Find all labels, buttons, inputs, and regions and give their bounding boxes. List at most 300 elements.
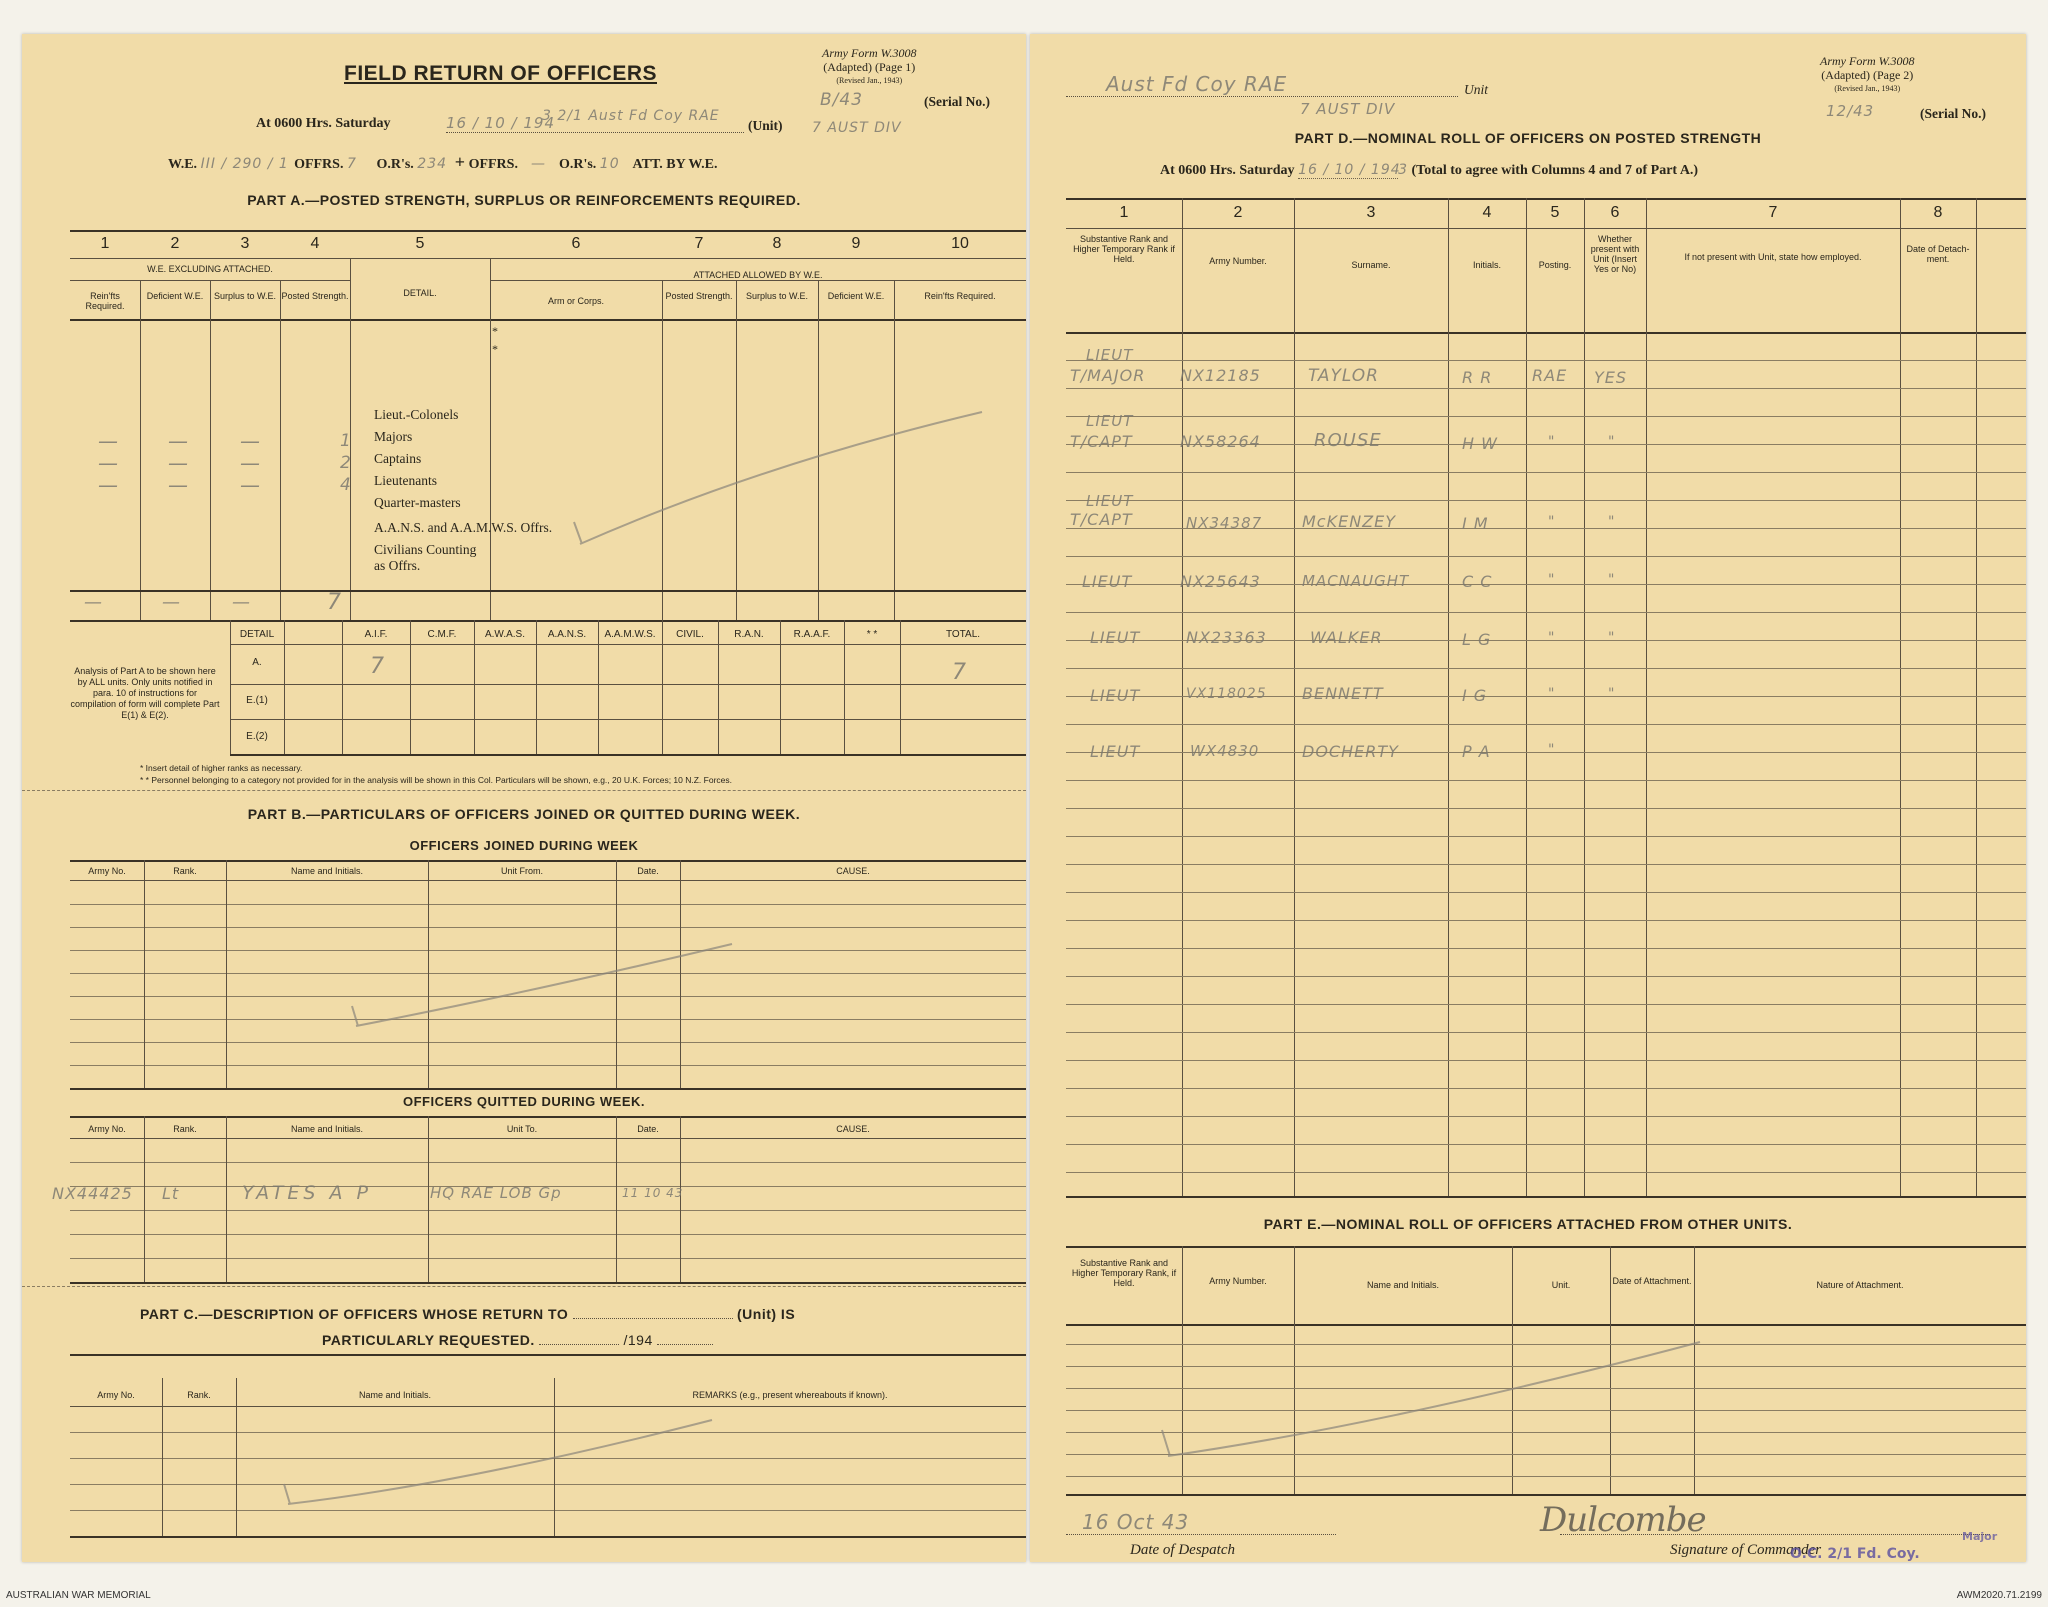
p2-form-ref-line2: (Adapted) (Page 2) xyxy=(1821,68,1914,82)
analysis-vl-2 xyxy=(342,620,343,754)
hdr-att-posted: Posted Strength. xyxy=(665,291,733,301)
an-hdr-ran: R.A.N. xyxy=(734,629,764,640)
part-a-rule-2 xyxy=(70,258,1026,259)
col-num-8: 8 xyxy=(772,235,782,252)
ors-label: O.R's. xyxy=(376,157,414,172)
p2-form-ref-line1: Army Form W.3008 xyxy=(1820,54,1915,68)
d-row4-present: " xyxy=(1608,572,1616,588)
joined-title: OFFICERS JOINED DURING WEEK xyxy=(409,838,639,853)
d-row6-no: VX118025 xyxy=(1186,686,1267,702)
despatch-fill xyxy=(1066,1534,1336,1535)
part-c-hdr-remarks: REMARKS (e.g., present whereabouts if known). xyxy=(692,1390,888,1400)
part-e-cross-stroke xyxy=(1090,1334,1710,1464)
d-hdr-army-no: Army Number. xyxy=(1209,256,1267,266)
part-e-title: PART E.—NOMINAL ROLL OF OFFICERS ATTACHED FROM OTHER UNITS. xyxy=(1263,1216,1793,1232)
footer-accession: AWM2020.71.2199 xyxy=(1956,1590,2042,1601)
part-b-title: PART B.—PARTICULARS OF OFFICERS JOINED OR QUITTED DURING WEEK. xyxy=(247,806,801,822)
hw-cross-stroke xyxy=(562,404,1002,554)
d-col-num-6: 6 xyxy=(1610,204,1620,221)
d-row-rule xyxy=(1066,808,2026,809)
analysis-vl-11 xyxy=(900,620,901,754)
d-row-rule xyxy=(1066,780,2026,781)
hdr-att-reinf: Rein'fts Required. xyxy=(924,291,996,301)
d-row1-rank-top: LIEUT xyxy=(1086,346,1134,364)
hw-dash: — xyxy=(240,451,261,475)
part-a-rule-4 xyxy=(70,319,1026,321)
part-d-title: PART D.—NOMINAL ROLL OF OFFICERS ON POSTED STRENGTH xyxy=(1294,130,1762,146)
footer-institution: AUSTRALIAN WAR MEMORIAL xyxy=(6,1590,151,1601)
analysis-vl-9 xyxy=(780,620,781,754)
part-c-hdr-name: Name and Initials. xyxy=(358,1390,432,1400)
joined-vl xyxy=(144,860,145,1088)
quitted-hw-rank: Lt xyxy=(162,1184,180,1203)
part-a-footnotes xyxy=(140,762,732,786)
d-hdr-rank: Substantive Rank and Higher Temporary Rank if Held. xyxy=(1073,234,1175,264)
d-row6-present: " xyxy=(1608,686,1616,702)
rank-lieut-colonels: Lieut.-Colonels xyxy=(374,407,459,422)
an-hdr-detail: DETAIL xyxy=(239,629,275,640)
d-row-rule xyxy=(1066,668,2026,669)
an-row-e2: E.(2) xyxy=(246,731,268,742)
part-c-bottom-rule xyxy=(70,1536,1026,1538)
hw-col2 xyxy=(168,430,189,496)
d-row-rule xyxy=(1066,892,2026,893)
part-d-date-hw: 16 / 10 / 194 xyxy=(1298,162,1401,178)
quitted-hdr-rule xyxy=(70,1138,1026,1139)
quitted-row-rule xyxy=(70,1258,1026,1259)
d-row3-rank: T/CAPT xyxy=(1070,510,1133,529)
analysis-vl-1 xyxy=(284,620,285,754)
offrs-hw: 7 xyxy=(346,156,357,172)
d-row3-init: I M xyxy=(1462,514,1489,533)
we-line xyxy=(168,152,717,173)
analysis-vl-7 xyxy=(662,620,663,754)
d-row2-posting: " xyxy=(1548,434,1556,450)
part-c-vl xyxy=(162,1378,163,1536)
col-num-9: 9 xyxy=(851,235,861,252)
plus-sign: + xyxy=(454,152,466,172)
part-a-bottom-rule xyxy=(70,620,1026,622)
offrs2-hw: — xyxy=(530,156,546,172)
d-row-rule xyxy=(1066,1004,2026,1005)
part-d-num-rule xyxy=(1066,228,2026,229)
part-e-hdr-rule xyxy=(1066,1324,2026,1326)
hdr-reinf: Rein'fts Required. xyxy=(85,291,125,311)
hw-posted-majors: 1 xyxy=(340,431,352,451)
hdr-att-deficient: Deficient W.E. xyxy=(827,291,885,301)
part-e-top-rule xyxy=(1066,1246,2026,1248)
hw-dash: — xyxy=(98,473,119,497)
d-row2-rank-top: LIEUT xyxy=(1086,412,1134,430)
d-row7-surname: DOCHERTY xyxy=(1302,742,1399,761)
e-hdr-date: Date of Attachment. xyxy=(1612,1276,1692,1286)
form-ref-line1: Army Form W.3008 xyxy=(822,46,917,60)
d-row-rule xyxy=(1066,1172,2026,1173)
d-row-rule xyxy=(1066,1116,2026,1117)
col-num-1: 1 xyxy=(100,235,110,252)
d-row3-posting: " xyxy=(1548,514,1556,530)
d-row-rule xyxy=(1066,472,2026,473)
quitted-hdr-name: Name and Initials. xyxy=(290,1124,364,1134)
d-row3-present: " xyxy=(1608,514,1616,530)
signature-fill xyxy=(1560,1534,1990,1535)
header-unit-hw: 3 2/1 Aust Fd Coy RAE xyxy=(542,108,720,124)
serial-label: (Serial No.) xyxy=(924,94,990,109)
serial-number-hw: B/43 xyxy=(820,90,864,110)
joined-hdr-date: Date. xyxy=(637,866,659,876)
col-num-5: 5 xyxy=(415,235,425,252)
d-hdr-initials: Initials. xyxy=(1472,260,1501,270)
joined-row-rule xyxy=(70,904,1026,905)
group-att-header: ATTACHED ALLOWED BY W.E. xyxy=(693,270,823,280)
ors-hw: 234 xyxy=(417,156,448,172)
d-col-num-4: 4 xyxy=(1482,204,1492,221)
form-page-1 xyxy=(22,34,1026,1562)
hdr-att-surplus: Surplus to W.E. xyxy=(745,291,809,301)
d-row7-posting: " xyxy=(1548,742,1556,758)
an-hw-total: 7 xyxy=(952,660,967,685)
d-row1-init: R R xyxy=(1462,368,1493,387)
d-row-rule xyxy=(1066,836,2026,837)
quitted-vl xyxy=(144,1116,145,1282)
e-row-rule xyxy=(1066,1476,2026,1477)
hw-total-3: — xyxy=(232,592,251,613)
part-d-tail: (Total to agree with Columns 4 and 7 of Part A.) xyxy=(1411,163,1699,178)
header-date-hw: 16 / 10 / 194 xyxy=(446,114,555,132)
ors2-hw: 10 xyxy=(599,156,620,172)
analysis-vl-6 xyxy=(598,620,599,754)
hdr-posted: Posted Strength. xyxy=(281,291,349,301)
d-row-rule xyxy=(1066,976,2026,977)
vl-a3 xyxy=(280,280,281,620)
col-num-4: 4 xyxy=(310,235,320,252)
commander-signature: Dulcombe xyxy=(1540,1500,1706,1540)
joined-hdr-unit: Unit From. xyxy=(500,866,543,876)
d-row-rule xyxy=(1066,1144,2026,1145)
d-row2-present: " xyxy=(1608,434,1616,450)
d-row6-posting: " xyxy=(1548,686,1556,702)
analysis-rule-4 xyxy=(230,754,1026,756)
d-vl xyxy=(1646,198,1647,1196)
part-c-date-tail: /194 xyxy=(623,1332,653,1348)
hw-dash: — xyxy=(168,473,189,497)
part-d-top-rule xyxy=(1066,198,2026,200)
hdr-surplus: Surplus to W.E. xyxy=(213,291,277,301)
d-row5-surname: WALKER xyxy=(1310,628,1383,647)
d-row4-surname: MACNAUGHT xyxy=(1302,572,1410,590)
rank-list xyxy=(374,404,552,574)
e-hdr-rank: Substantive Rank and Higher Temporary Rank, if Held. xyxy=(1071,1258,1177,1288)
joined-cross-stroke xyxy=(322,934,742,1044)
quitted-bottom-rule xyxy=(70,1282,1026,1284)
footnote-1: * Insert detail of higher ranks as necessary. xyxy=(140,763,303,773)
hw-dash: — xyxy=(240,473,261,497)
d-row3-rank-top: LIEUT xyxy=(1086,492,1134,510)
form-title: FIELD RETURN OF OFFICERS xyxy=(344,62,657,85)
d-hdr-employed: If not present with Unit, state how employed. xyxy=(1684,252,1862,262)
part-c-hdr-armyno: Army No. xyxy=(97,1390,135,1400)
d-hdr-surname: Surname. xyxy=(1351,260,1391,270)
col-num-6: 6 xyxy=(571,235,581,252)
offrs2-label: OFFRS. xyxy=(468,157,518,172)
analysis-vl-8 xyxy=(718,620,719,754)
rank-aans: A.A.N.S. and A.A.M.W.S. Offrs. xyxy=(374,520,553,535)
signature-label: Signature of Commander xyxy=(1670,1542,1822,1558)
analysis-note: Analysis of Part A to be shown here by ALL units. Only units notified in para. 10 of instructions for compilation of form will complete Part E(1) & E(2). xyxy=(70,666,220,720)
d-col-num-3: 3 xyxy=(1366,204,1376,221)
despatch-label: Date of Despatch xyxy=(1130,1542,1235,1558)
part-a-total-rule xyxy=(70,590,1026,592)
hw-dash: — xyxy=(98,429,119,453)
rank-majors: Majors xyxy=(374,429,413,444)
hw-posted-captains: 2 xyxy=(340,453,352,473)
d-row-rule xyxy=(1066,416,2026,417)
d-row5-rank: LIEUT xyxy=(1090,628,1141,647)
header-fill-line xyxy=(446,132,744,133)
d-row5-present: " xyxy=(1608,630,1616,646)
d-row1-posting: RAE xyxy=(1532,366,1568,385)
d-row1-present: YES xyxy=(1594,368,1628,387)
p2-unit-label: Unit xyxy=(1464,82,1489,97)
hdr-deficient: Deficient W.E. xyxy=(146,291,204,301)
an-hdr-aans: A.A.N.S. xyxy=(547,629,587,640)
d-hdr-posting: Posting. xyxy=(1538,260,1572,270)
quitted-vl xyxy=(616,1116,617,1282)
d-row-rule xyxy=(1066,388,2026,389)
part-e-bottom-rule xyxy=(1066,1494,2026,1496)
part-c-vl xyxy=(236,1378,237,1536)
part-c-title2-line xyxy=(322,1332,713,1348)
part-a-top-rule xyxy=(70,230,1026,232)
despatch-date-hw: 16 Oct 43 xyxy=(1082,1510,1190,1534)
analysis-vl-3 xyxy=(410,620,411,754)
col-num-3: 3 xyxy=(240,235,250,252)
quitted-hdr-cause: CAUSE. xyxy=(836,1124,870,1134)
analysis-vl-5 xyxy=(536,620,537,754)
d-row7-init: P A xyxy=(1462,742,1491,761)
form-reference xyxy=(822,46,917,88)
part-c-title2: PARTICULARLY REQUESTED. xyxy=(322,1332,535,1348)
rank-quartermasters: Quarter-masters xyxy=(374,495,461,510)
hw-col3 xyxy=(240,430,261,496)
vl-a1 xyxy=(140,280,141,620)
d-row-rule xyxy=(1066,1088,2026,1089)
joined-vl xyxy=(226,860,227,1088)
d-row-rule xyxy=(1066,948,2026,949)
analysis-rule-3 xyxy=(230,719,1026,720)
d-row1-no: NX12185 xyxy=(1180,366,1261,385)
analysis-vl-10 xyxy=(844,620,845,754)
d-row-rule xyxy=(1066,920,2026,921)
d-vl xyxy=(1526,198,1527,1196)
part-c-title-line xyxy=(140,1306,795,1322)
quitted-hw-date: 11 10 43 xyxy=(622,1186,684,1200)
part-a-rule-3b xyxy=(490,280,1026,281)
analysis-vl-4 xyxy=(474,620,475,754)
quitted-vl xyxy=(226,1116,227,1282)
part-d-at: At 0600 Hrs. Saturday xyxy=(1160,163,1295,178)
hw-posted xyxy=(340,430,352,496)
p2-form-ref-line3: (Revised Jan., 1943) xyxy=(1834,84,1901,93)
part-d-hdr-rule xyxy=(1066,332,2026,334)
d-row6-rank: LIEUT xyxy=(1090,686,1141,705)
hw-dash: — xyxy=(168,451,189,475)
quitted-title: OFFICERS QUITTED DURING WEEK. xyxy=(403,1094,645,1109)
d-row2-no: NX58264 xyxy=(1180,432,1261,451)
quitted-hw-armyno: NX44425 xyxy=(52,1184,133,1203)
hw-dash: — xyxy=(240,429,261,453)
group-we-header: W.E. EXCLUDING ATTACHED. xyxy=(147,264,273,274)
d-vl xyxy=(1294,198,1295,1196)
e-hdr-nature: Nature of Attachment. xyxy=(1816,1280,1904,1290)
we-label: W.E. xyxy=(168,157,198,172)
hw-total-posted: 7 xyxy=(327,590,342,615)
unit-stamp-rank: Major xyxy=(1962,1530,1998,1543)
d-row5-no: NX23363 xyxy=(1186,628,1267,647)
joined-hdr-cause: CAUSE. xyxy=(836,866,870,876)
part-c-title1: PART C.—DESCRIPTION OF OFFICERS WHOSE RETURN TO xyxy=(140,1306,569,1322)
header-unit-label: (Unit) xyxy=(748,118,783,133)
col-num-2: 2 xyxy=(170,235,180,252)
an-hw-aif: 7 xyxy=(370,654,385,679)
an-hdr-other: * * xyxy=(866,629,878,640)
an-row-e1: E.(1) xyxy=(246,695,268,706)
d-row-rule xyxy=(1066,724,2026,725)
d-col-num-2: 2 xyxy=(1233,204,1243,221)
d-row7-no: WX4830 xyxy=(1190,742,1260,760)
d-vl xyxy=(1182,198,1183,1196)
quitted-hw-name: YATES A P xyxy=(242,1182,372,1204)
part-c-cross-stroke xyxy=(262,1414,722,1514)
quitted-row-rule xyxy=(70,1162,1026,1163)
d-row5-init: L G xyxy=(1462,630,1492,649)
d-row-rule xyxy=(1066,1032,2026,1033)
an-hdr-raaf: R.A.A.F. xyxy=(793,629,831,640)
an-hdr-aamws: A.A.M.W.S. xyxy=(604,629,656,640)
an-hdr-aif: A.I.F. xyxy=(364,629,388,640)
analysis-rule-1 xyxy=(230,644,1026,645)
p2-serial-label: (Serial No.) xyxy=(1920,106,1986,121)
d-row-rule xyxy=(1066,500,2026,501)
d-row2-surname: ROUSE xyxy=(1314,430,1382,451)
hw-dash: — xyxy=(168,429,189,453)
form-ref-line3: (Revised Jan., 1943) xyxy=(836,76,903,85)
d-row2-rank: T/CAPT xyxy=(1070,432,1133,451)
d-vl xyxy=(1448,198,1449,1196)
hw-dash: — xyxy=(98,451,119,475)
part-c-unit-is: (Unit) IS xyxy=(737,1306,796,1322)
hw-total-2: — xyxy=(162,592,181,613)
d-row2-init: H W xyxy=(1462,434,1498,453)
d-col-num-1: 1 xyxy=(1119,204,1129,221)
rank-lieutenants: Lieutenants xyxy=(374,473,437,488)
header-unit-extra-hw: 7 AUST DIV xyxy=(812,120,902,136)
hw-posted-lieutenants: 4 xyxy=(340,475,352,495)
an-hdr-total: TOTAL. xyxy=(945,629,981,640)
joined-row-rule xyxy=(70,1065,1026,1066)
part-d-subtitle xyxy=(1160,162,1698,179)
part-c-hdr-rule xyxy=(70,1406,1026,1407)
col-num-10: 10 xyxy=(951,235,969,252)
d-vl xyxy=(1584,198,1585,1196)
an-hdr-civil: CIVIL. xyxy=(676,629,704,640)
d-vl xyxy=(1976,198,1977,1196)
e-hdr-name: Name and Initials. xyxy=(1366,1280,1440,1290)
quitted-hw-unit: HQ RAE LOB Gp xyxy=(430,1184,562,1202)
att-label: ATT. BY W.E. xyxy=(632,157,718,172)
d-col-num-5: 5 xyxy=(1550,204,1560,221)
d-hdr-detach: Date of Detach-ment. xyxy=(1906,244,1970,264)
quitted-top-rule xyxy=(70,1116,1026,1118)
d-row-rule xyxy=(1066,360,2026,361)
form-ref-line2: (Adapted) (Page 1) xyxy=(823,60,916,74)
rank-captains: Captains xyxy=(374,451,422,466)
quitted-vl xyxy=(428,1116,429,1282)
part-a-title: PART A.—POSTED STRENGTH, SURPLUS OR REINFORCEMENTS REQUIRED. xyxy=(247,192,801,208)
star-2: * xyxy=(492,342,498,356)
part-c-hdr-rank: Rank. xyxy=(187,1390,211,1400)
quitted-row-rule xyxy=(70,1210,1026,1211)
joined-hdr-name: Name and Initials. xyxy=(290,866,364,876)
joined-bottom-rule xyxy=(70,1088,1026,1090)
d-row7-rank: LIEUT xyxy=(1090,742,1141,761)
d-col-num-8: 8 xyxy=(1933,204,1943,221)
star-1: * xyxy=(492,324,498,338)
p2-form-reference xyxy=(1820,54,1915,96)
d-row-rule xyxy=(1066,612,2026,613)
d-row4-init: C C xyxy=(1462,572,1493,591)
an-hdr-awas: A.W.A.S. xyxy=(484,629,525,640)
p2-unit-extra-hw: 7 AUST DIV xyxy=(1300,100,1396,118)
quitted-hdr-rank: Rank. xyxy=(173,1124,197,1134)
joined-row-rule xyxy=(70,927,1026,928)
d-row4-no: NX25643 xyxy=(1180,572,1261,591)
d-col-num-7: 7 xyxy=(1768,204,1778,221)
p2-unit-hw: Aust Fd Coy RAE xyxy=(1106,72,1288,96)
header-at: At 0600 Hrs. Saturday xyxy=(256,116,391,131)
p2-unit-fill xyxy=(1066,96,1458,97)
col-num-7: 7 xyxy=(694,235,704,252)
ors2-label: O.R's. xyxy=(558,157,597,172)
perforation-1 xyxy=(22,790,1026,791)
d-row5-posting: " xyxy=(1548,630,1556,646)
d-row1-rank: T/MAJOR xyxy=(1070,366,1146,385)
d-row3-no: NX34387 xyxy=(1186,514,1263,532)
d-row-rule xyxy=(1066,864,2026,865)
d-vl xyxy=(1900,198,1901,1196)
perforation-2 xyxy=(22,1286,1026,1287)
an-hdr-cmf: C.M.F. xyxy=(427,629,457,640)
we-hw: III / 290 / 1 xyxy=(200,156,289,172)
detail-header: DETAIL. xyxy=(403,288,437,298)
d-row6-surname: BENNETT xyxy=(1302,684,1384,703)
form-page-2 xyxy=(1030,34,2026,1562)
footnote-2: * * Personnel belonging to a category not provided for in the analysis will be shown in this Col. Particulars will be shown, e.g., 20 U.K. Forces; 10 N.Z. Forces. xyxy=(140,775,732,785)
quitted-hdr-date: Date. xyxy=(637,1124,659,1134)
joined-hdr-armyno: Army No. xyxy=(88,866,126,876)
hw-total-1: — xyxy=(84,592,103,613)
quitted-hdr-armyno: Army No. xyxy=(88,1124,126,1134)
e-hdr-army-no: Army Number. xyxy=(1209,1276,1267,1286)
hw-col1 xyxy=(98,430,119,496)
rank-civilians: Civilians Counting as Offrs. xyxy=(374,542,477,573)
d-row4-rank: LIEUT xyxy=(1082,572,1133,591)
vl-a2 xyxy=(210,280,211,620)
hdr-arm-corps: Arm or Corps. xyxy=(547,296,604,306)
an-row-a: A. xyxy=(252,657,262,668)
part-c-top-rule xyxy=(70,1354,1026,1356)
part-d-year-hw: 3 xyxy=(1398,162,1408,178)
